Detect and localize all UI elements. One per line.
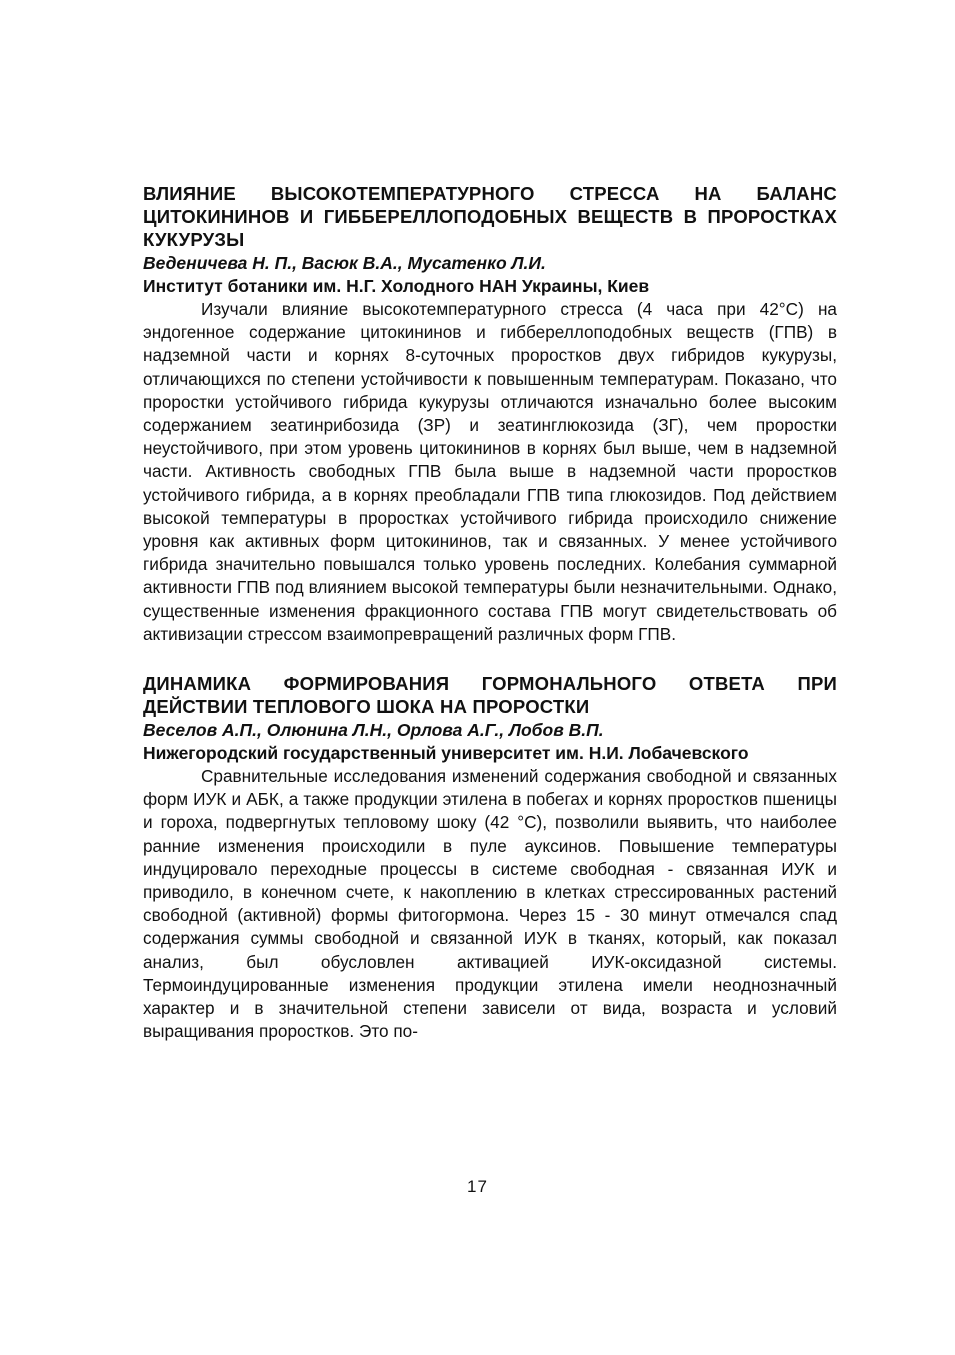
article-1 [143,182,837,646]
article-authors: Веселов А.П., Олюнина Л.Н., Орлова А.Г., Лобов В.П. [143,720,604,741]
article-title: ДИНАМИКА ФОРМИРОВАНИЯ ГОРМОНАЛЬНОГО ОТВЕТА ПРИ ДЕЙСТВИИ ТЕПЛОВОГО ШОКА НА ПРОРОСТКИ [143,673,837,718]
article-abstract: Сравнительные исследования изменений содержания свободной и связанных форм ИУК и АБК, а также продукции этилена в побегах и корнях проростков пшеницы и гороха, подвергнутых тепловому шоку (42 °С), позволили выявить, что наиболее ранние изменения происходили в пуле ауксинов. Повышение температуры индуцировало переходные процессы в системе свободная - связанная ИУК и приводило, в конечном счете, к накоплению в клетках стрессированных растений свободной (активной) формы фитогормона. Через 15 - 30 минут отмечался спад содержания суммы свободной и связанной ИУК в тканях, который, как показал анализ, был обусловлен активацией ИУК-оксидазной системы. Термоиндуцированные изменения продукции этилена имели неоднозначный характер и в значительной степени зависели от вида, возраста и условий выращивания проростков. Это по- [143,766,837,1042]
article-abstract: Изучали влияние высокотемпературного стресса (4 часа при 42°С) на эндогенное содержание цитокининов и гиббереллоподобных веществ (ГПВ) в надземной части и корнях 8-суточных проростков двух гибридов кукурузы, отличающихся по степени устойчивости к повышенным температурам. Показано, что проростки устойчивого гибрида кукурузы отличаются изначально более высоким содержанием зеатинрибозида (ЗР) и зеатинглюкозида (ЗГ), чем проростки неустойчивого, при этом уровень цитокининов в корнях был выше, чем в надземной части. Активность свободных ГПВ была выше в надземной части проростков устойчивого гибрида, а в корнях преобладали ГПВ типа глюкозидов. Под действием высокой температуры в проростках устойчивого гибрида происходило снижение уровня как активных форм цитокининов, так и связанных. У менее устойчивого гибрида значительно повышался только уровень последних. Колебания суммарной активности ГПВ под влиянием высокой температуры были незначительными. Однако, существенные изменения фракционного состава ГПВ могут свидетельствовать об активизации стрессом взаимопревращений различных форм ГПВ. [143,299,837,644]
article-authors: Веденичева Н. П., Васюк В.А., Мусатенко Л.И. [143,253,546,273]
article-affiliation: Нижегородский государственный университет им. Н.И. Лобачевского [143,743,749,764]
article-2 [143,672,837,1043]
article-affiliation: Институт ботаники им. Н.Г. Холодного НАН Украины, Киев [143,276,650,296]
page-number: 17 [467,1177,488,1196]
article-title: ВЛИЯНИЕ ВЫСОКОТЕМПЕРАТУРНОГО СТРЕССА НА БАЛАНС ЦИТОКИНИНОВ И ГИББЕРЕЛЛОПОДОБНЫХ ВЕЩЕСТВ В ПРОРОСТКАХ КУКУРУЗЫ [143,183,837,250]
